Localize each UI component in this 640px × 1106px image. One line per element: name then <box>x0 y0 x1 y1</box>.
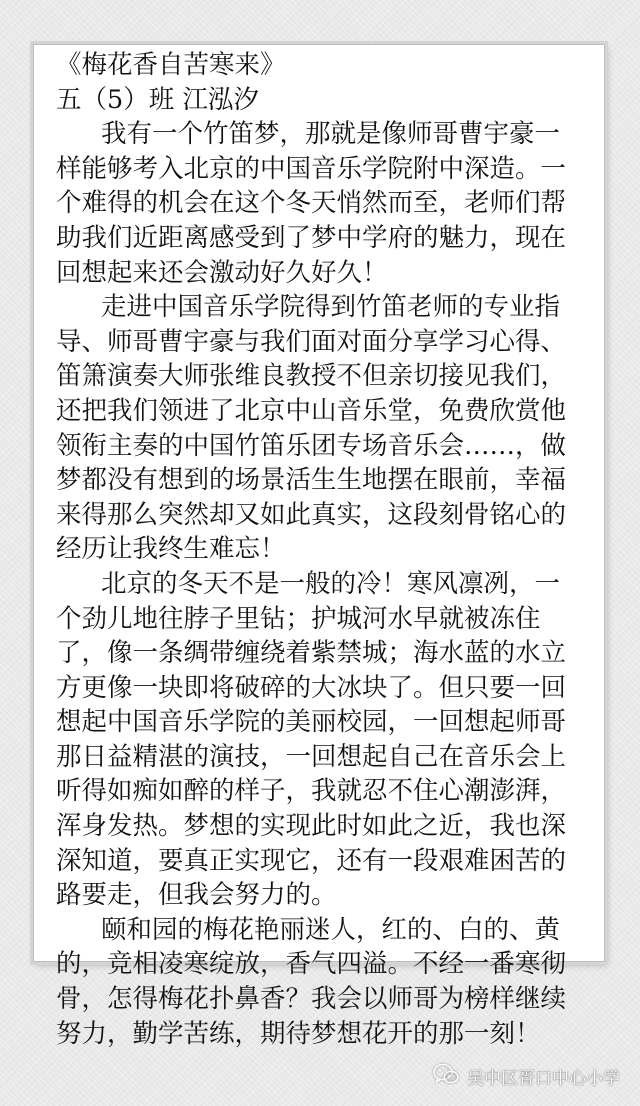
paragraph-line: 了，像一条绸带缠绕着紫禁城；海水蓝的水立 <box>56 638 567 669</box>
paragraph-line: 的，竞相凌寒绽放，香气四溢。不经一番寒彻 <box>56 949 567 980</box>
paragraph-line: 浑身发热。梦想的实现此时如此之近，我也深 <box>56 811 567 842</box>
paragraph-first-line: 走进中国音乐学院得到竹笛老师的专业指 <box>101 292 561 323</box>
paragraph-line: 经历让我终生难忘！ <box>56 534 286 565</box>
paragraph-line: 方更像一块即将破碎的大冰块了。但只要一回 <box>56 672 567 703</box>
paragraph-line: 来得那么突然却又如此真实，这段刻骨铭心的 <box>56 499 567 530</box>
paragraph-first-line: 颐和园的梅花艳丽迷人，红的、白的、黄 <box>101 914 561 945</box>
paragraph-first-line: 我有一个竹笛梦，那就是像师哥曹宇豪一 <box>101 119 561 150</box>
paragraph-line: 个劲儿地往脖子里钻；护城河水早就被冻住 <box>56 603 541 634</box>
paragraph-line: 领衔主奏的中国竹笛乐团专场音乐会……，做 <box>56 430 567 461</box>
paragraph-line: 那日益精湛的演技，一回想起自己在音乐会上 <box>56 741 567 772</box>
paragraph-line: 听得如痴如醉的样子，我就忍不住心潮澎湃， <box>56 776 567 807</box>
paragraph-line: 努力，勤学苦练，期待梦想花开的那一刻！ <box>56 1018 541 1049</box>
paragraph-line: 导、师哥曹宇豪与我们面对面分享学习心得、 <box>56 326 567 357</box>
paragraph-line: 骨，怎得梅花扑鼻香？我会以师哥为榜样继续 <box>56 984 567 1015</box>
paragraph-line: 路要走，但我会努力的。 <box>56 880 337 911</box>
paragraph-line: 深知道，要真正实现它，还有一段艰难困苦的 <box>56 845 567 876</box>
essay-title: 《梅花香自苦寒来》 <box>56 50 286 80</box>
paragraph-line: 梦都没有想到的场景活生生地摆在眼前，幸福 <box>56 465 567 496</box>
paragraph-line: 助我们近距离感受到了梦中学府的魅力，现在 <box>56 222 567 253</box>
paragraph-line: 笛箫演奏大师张维良教授不但亲切接见我们， <box>56 361 567 392</box>
watermark-text: 吴中区胥口中心小学 <box>467 1069 620 1089</box>
paragraph-line: 还把我们领进了北京中山音乐堂，免费欣赏他 <box>56 395 567 426</box>
paragraph-line: 想起中国音乐学院的美丽校园，一回想起师哥 <box>56 707 567 738</box>
essay-body <box>56 48 604 1051</box>
paragraph-line: 回想起来还会激动好久好久！ <box>56 257 388 288</box>
essay-card <box>33 44 605 1049</box>
account-watermark <box>433 1063 620 1090</box>
author-line: 五（5）班 江泓汐 <box>56 84 259 115</box>
wechat-icon <box>433 1063 459 1090</box>
paragraph-line: 样能够考入北京的中国音乐学院附中深造。一 <box>56 153 567 184</box>
paragraph-first-line: 北京的冬天不是一般的冷！寒风凛冽，一 <box>101 568 561 599</box>
paragraph-line: 个难得的机会在这个冬天悄然而至，老师们帮 <box>56 188 567 219</box>
